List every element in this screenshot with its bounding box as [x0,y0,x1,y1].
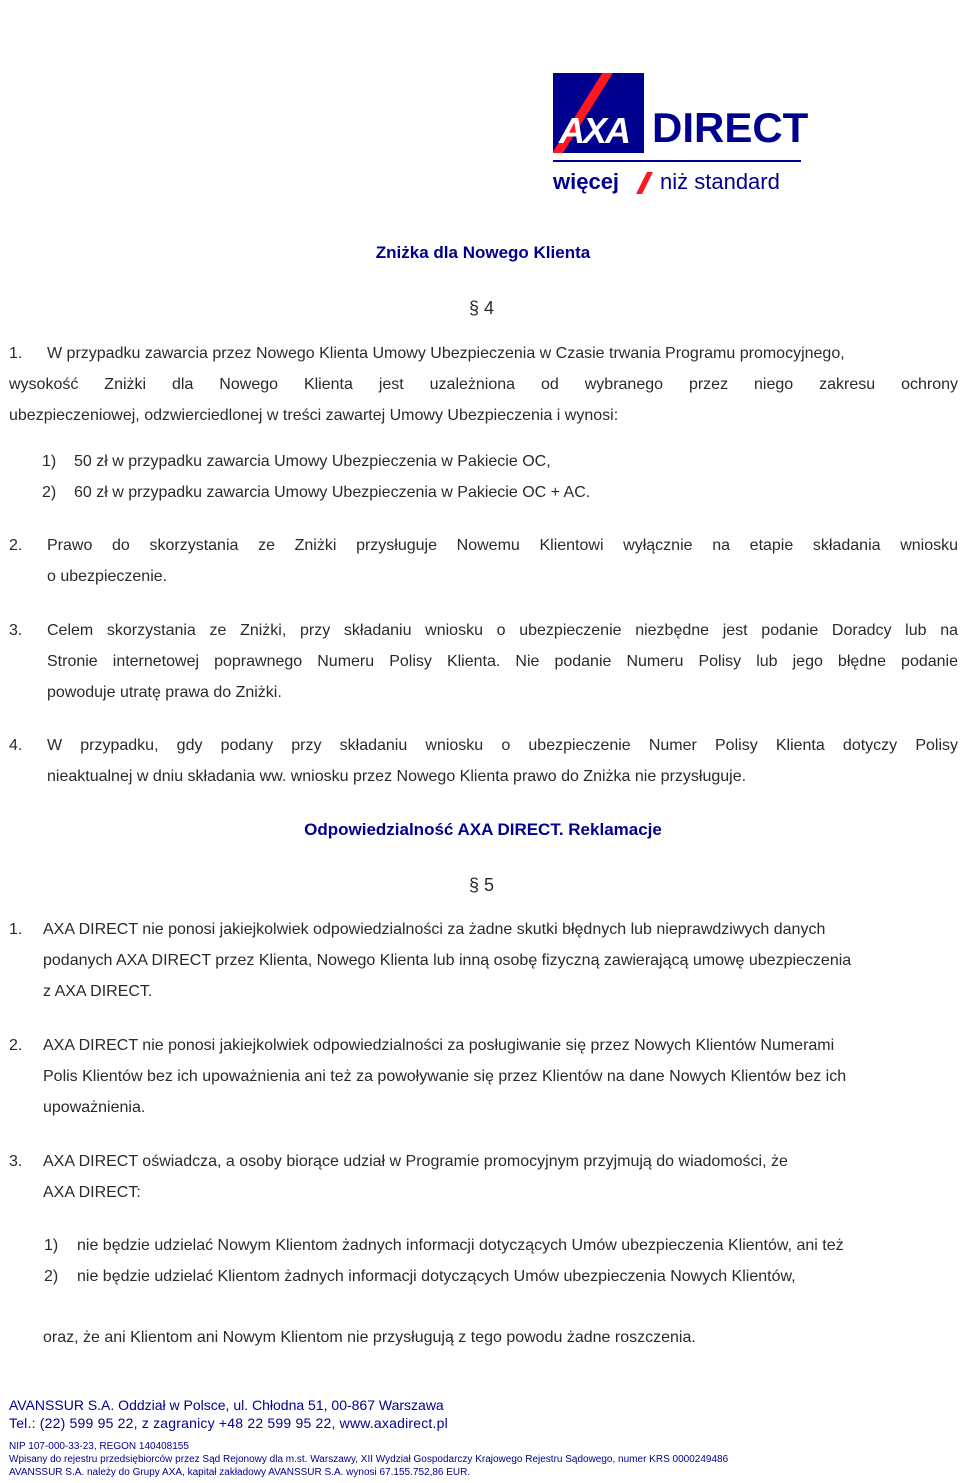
s5-item2-num: 2. [9,1037,23,1054]
s5-item3-closing: oraz, że ani Klientom ani Nowym Klientom nie przysługują z tego powodu żadne roszczenia. [43,1329,696,1346]
s4-item3-line2: Stronie internetowej poprawnego Numeru Polisy Klienta. Nie podanie Numeru Polisy lub jego błędne podanie [47,653,958,670]
s4-item1-num: 1. [9,345,23,362]
tagline-bold: więcej [553,169,620,194]
logo-direct-text: DIRECT [652,104,809,151]
s4-item1-line1: W przypadku zawarcia przez Nowego Klienta Umowy Ubezpieczenia w Czasie trwania Programu promocyjnego, [47,345,845,362]
footer-registry: Wpisany do rejestru przedsiębiorców przez Sąd Rejonowy dla m.st. Warszawy, XII Wydział Gospodarczy Krajowego Rejestru Sądowego, numer KRS 0000249486 [9,1454,729,1465]
s4-item3-num: 3. [9,622,23,639]
section5-title: Odpowiedzialność AXA DIRECT. Reklamacje [304,820,662,839]
s4-item4-num: 4. [9,737,23,754]
s5-item2-line2: Polis Klientów bez ich upoważnienia ani też za powoływanie się przez Klientów na dane Nowych Klientów bez ich [43,1068,847,1085]
s4-item3-line3: powoduje utratę prawa do Zniżki. [47,684,282,701]
s4-item3-line1: Celem skorzystania ze Zniżki, przy składaniu wniosku o ubezpieczenie niezbędne jest podanie Doradcy lub na [47,622,958,639]
logo-axa-text: AXA [559,110,630,151]
section4-title: Zniżka dla Nowego Klienta [375,243,591,262]
s4-item1-line2: wysokość Zniżki dla Nowego Klienta jest uzależniona od wybranego przez niego zakresu ochrony [9,376,958,393]
s5-item3-sub1-text: nie będzie udzielać Nowym Klientom żadnych informacji dotyczących Umów ubezpieczenia Klientów, ani też [77,1237,844,1254]
axa-logo-mark [553,73,644,153]
s4-item1-sub2-num: 2) [42,484,57,501]
s4-item4-line2: nieaktualnej w dniu składania ww. wniosku przez Nowego Klienta prawo do Zniżka nie przysługuje. [47,768,747,785]
footer-capital: AVANSSUR S.A. należy do Grupy AXA, kapitał zakładowy AVANSSUR S.A. wynosi 67.155.752,86 EUR. [9,1467,471,1478]
s4-item4-line1: W przypadku, gdy podany przy składaniu wniosku o ubezpieczenie Numer Polisy Klienta dotyczy Polisy [47,737,958,754]
s4-item1-sub1-text: 50 zł w przypadku zawarcia Umowy Ubezpieczenia w Pakiecie OC, [74,453,551,470]
s5-item1-line3: z AXA DIRECT. [43,983,153,1000]
s5-item1-line2: podanych AXA DIRECT przez Klienta, Nowego Klienta lub inną osobę fizyczną zawierającą umowę ubezpieczenia [43,952,852,969]
s4-item2-line1: Prawo do skorzystania ze Zniżki przysługuje Nowemu Klientowi wyłącznie na etapie składania wniosku [47,537,958,554]
logo-divider [553,160,801,162]
section4-paragraph-mark: § 4 [469,298,495,318]
footer-contact: Tel.: (22) 599 95 22, z zagranicy +48 22 599 95 22, www.axadirect.pl [9,1415,448,1431]
s5-item3-line1: AXA DIRECT oświadcza, a osoby biorące udział w Programie promocyjnym przyjmują do wiadomości, że [43,1153,788,1170]
footer-nip: NIP 107-000-33-23, REGON 140408155 [9,1441,189,1452]
s4-item1-line3: ubezpieczeniowej, odzwierciedlonej w treści zawartej Umowy Ubezpieczenia i wynosi: [9,407,619,424]
s5-item2-line1: AXA DIRECT nie ponosi jakiejkolwiek odpowiedzialności za posługiwanie się przez Nowych Klientów Numerami [43,1037,835,1054]
s5-item3-sub2-num: 2) [44,1268,59,1285]
footer-address: AVANSSUR S.A. Oddział w Polsce, ul. Chłodna 51, 00-867 Warszawa [9,1397,444,1413]
tagline-slash-icon [631,168,659,196]
s5-item2-line3: upoważnienia. [43,1099,146,1116]
s5-item3-num: 3. [9,1153,23,1170]
s5-item3-sub1-num: 1) [44,1237,59,1254]
s5-item1-line1: AXA DIRECT nie ponosi jakiejkolwiek odpowiedzialności za żadne skutki błędnych lub nieprawdziwych danych [43,921,826,938]
s4-item1-sub2-text: 60 zł w przypadku zawarcia Umowy Ubezpieczenia w Pakiecie OC + AC. [74,484,591,501]
section5-paragraph-mark: § 5 [469,875,495,895]
s4-item2-num: 2. [9,537,23,554]
s5-item1-num: 1. [9,921,23,938]
tagline-regular: niż standard [660,169,780,194]
s4-item2-line2: o ubezpieczenie. [47,568,168,585]
s5-item3-line2: AXA DIRECT: [43,1184,141,1201]
s5-item3-sub2-text: nie będzie udzielać Klientom żadnych informacji dotyczących Umów ubezpieczenia Nowych Klientów, [77,1268,796,1285]
s4-item1-sub1-num: 1) [42,453,57,470]
